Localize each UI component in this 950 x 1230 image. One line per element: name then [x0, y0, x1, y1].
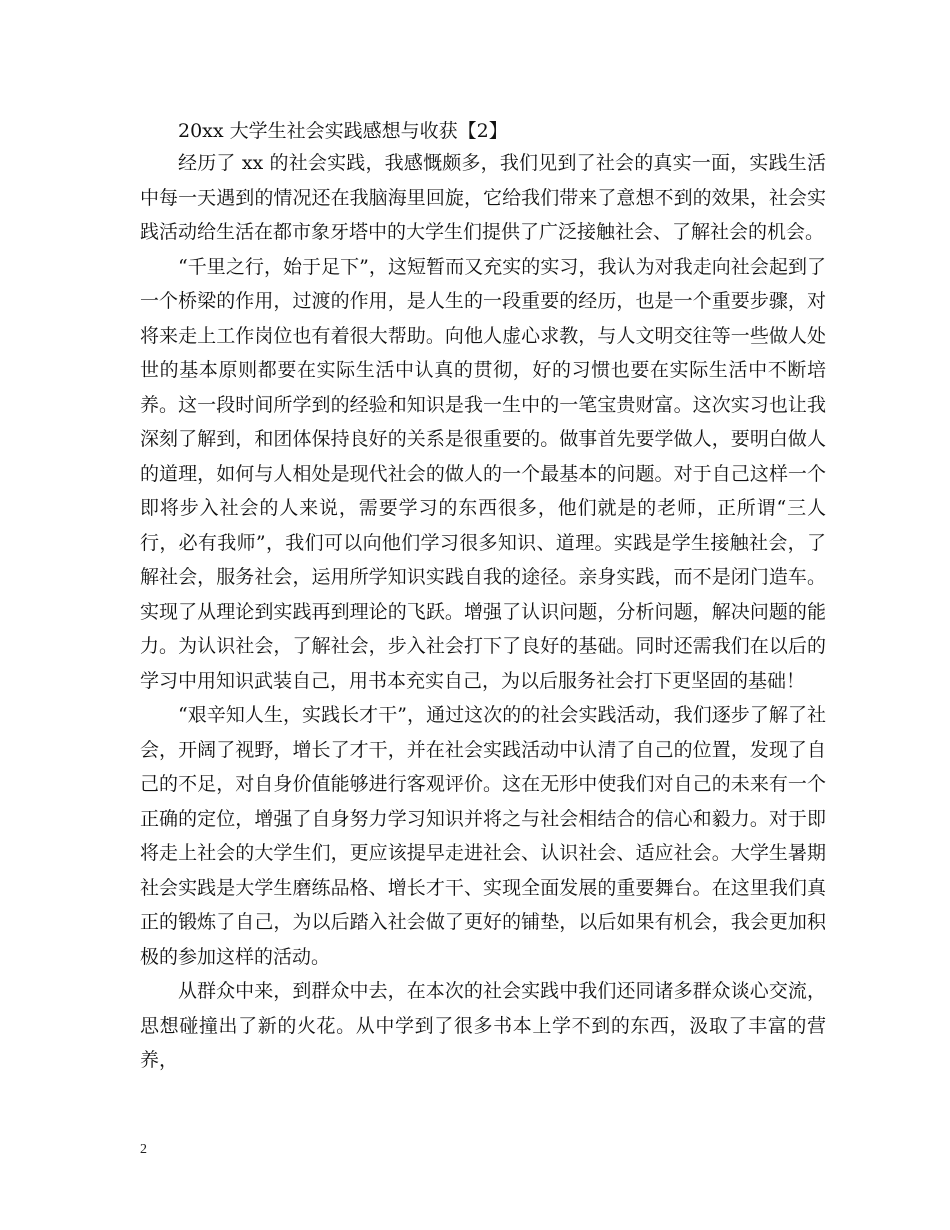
document-body [140, 116, 826, 1078]
paragraph-3: “艰辛知人生，实践长才干”，通过这次的的社会实践活动，我们逐步了解了社会，开阔了视野，增长了才干，并在社会实践活动中认清了自己的位置，发现了自己的不足，对自身价值能够进行客观评价。这在无形中使我们对自己的未来有一个正确的定位，增强了自身努力学习知识并将之与社会相结合的信心和毅力。对于即将走上社会的大学生们，更应该提早走进社会、认识社会、适应社会。大学生暑期社会实践是大学生磨练品格、增长才干、实现全面发展的重要舞台。在这里我们真正的锻炼了自己，为以后踏入社会做了更好的铺垫，以后如果有机会，我会更加积极的参加这样的活动。 [140, 704, 826, 968]
page-number: 2 [140, 1142, 147, 1157]
paragraph-2: “千里之行，始于足下”，这短暂而又充实的实习，我认为对我走向社会起到了一个桥梁的作用，过渡的作用，是人生的一段重要的经历，也是一个重要步骤，对将来走上工作岗位也有着很大帮助。向他人虚心求教，与人文明交往等一些做人处世的基本原则都要在实际生活中认真的贯彻，好的习惯也要在实际生活中不断培养。这一段时间所学到的经验和知识是我一生中的一笔宝贵财富。这次实习也让我深刻了解到，和团体保持良好的关系是很重要的。做事首先要学做人，要明白做人的道理，如何与人相处是现代社会的做人的一个最基本的问题。对于自己这样一个即将步入社会的人来说，需要学习的东西很多，他们就是的老师，正所谓“三人行，必有我师”，我们可以向他们学习很多知识、道理。实践是学生接触社会，了解社会，服务社会，运用所学知识实践自我的途径。亲身实践，而不是闭门造车。实现了从理论到实践再到理论的飞跃。增强了认识问题，分析问题，解决问题的能力。为认识社会，了解社会，步入社会打下了良好的基础。同时还需我们在以后的学习中用知识武装自己，用书本充实自己，为以后服务社会打下更坚固的基础！ [140, 255, 826, 692]
paragraph-1: 经历了 xx 的社会实践，我感慨颇多，我们见到了社会的真实一面，实践生活中每一天遇到的情况还在我脑海里回旋，它给我们带来了意想不到的效果，社会实践活动给生活在都市象牙塔中的大学生们提供了广泛接触社会、了解社会的机会。 [140, 152, 826, 243]
paragraph-4: 从群众中来，到群众中去，在本次的社会实践中我们还同诸多群众谈心交流，思想碰撞出了新的火花。从中学到了很多书本上学不到的东西，汲取了丰富的营养， [140, 980, 826, 1071]
document-title: 20xx 大学生社会实践感想与收获【2】 [178, 120, 508, 142]
